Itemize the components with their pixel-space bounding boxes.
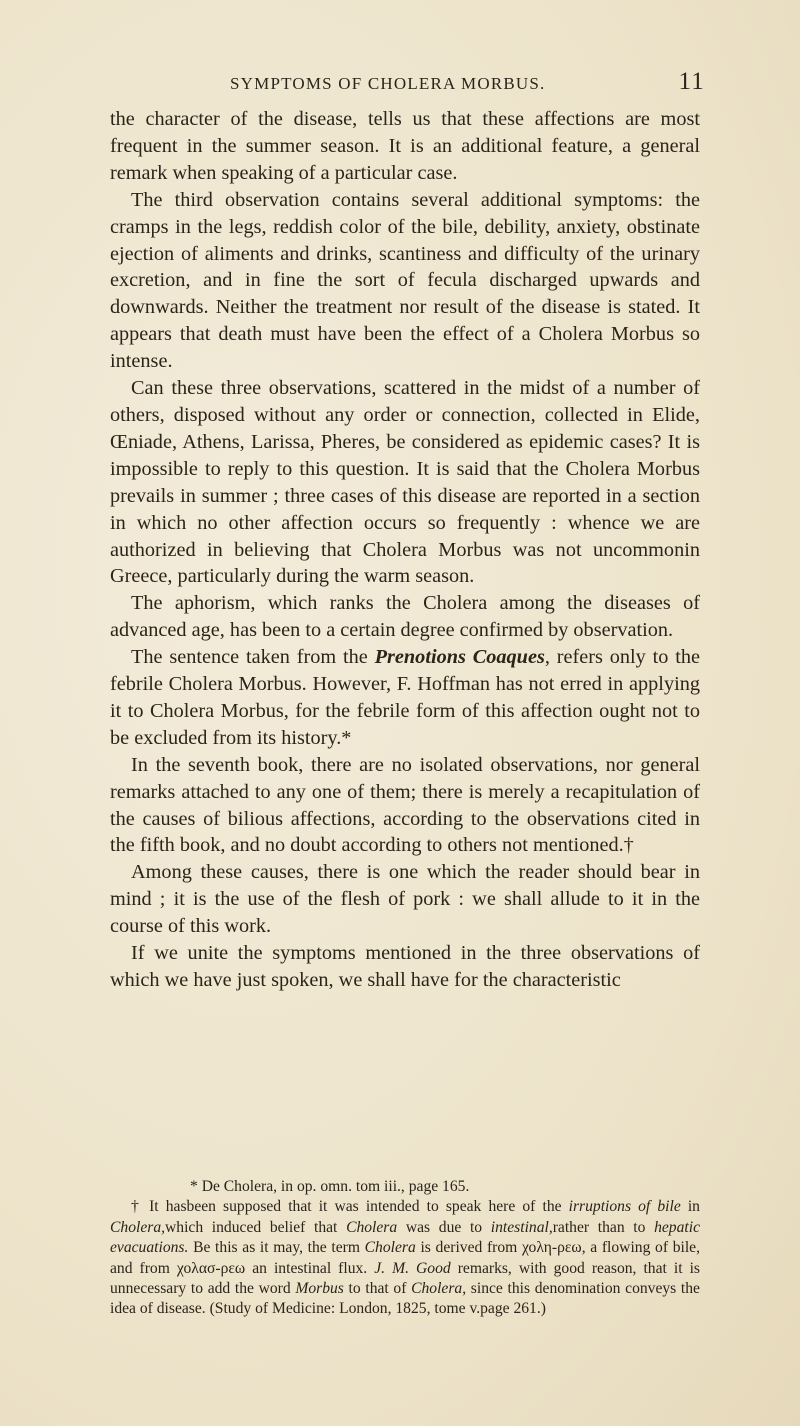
footnote-2-text: , since this denomination conveys the idea of disease. (Study of Medicine: London, 1825, tome v.page 261.) (110, 1280, 700, 1318)
page-number: 11 (678, 68, 705, 95)
footnote-2-text: remarks, with good reason, that it is unnecessary to add the word (110, 1259, 700, 1298)
paragraph-5-text-a: The sentence taken from the (131, 646, 375, 669)
paragraph-1: the character of the disease, tells us that these affections are most frequent in the summer season. It is an additional feature, a general remark when speaking of a particular case. (110, 108, 700, 184)
footnote-2-italic: Cholera (411, 1280, 463, 1298)
footnote-1: * De Cholera, in op. omn. tom iii., page 165. (190, 1178, 470, 1195)
paragraph-5 (110, 644, 700, 752)
footnote-2-text: † It hasbeen supposed that it was intended to speak here of the (131, 1198, 569, 1216)
paragraph-2: The third observation contains several additional symptoms: the cramps in the legs, reddish color of the bile, debility, anxiety, obstinate ejection of aliments and drinks, scantiness and difficulty of the urinary excretion, and in fine the sort of fecula discharged upwards and downwards. Neither the treatment nor result of the disease is stated. It appears that death must have been the effect of a Cholera Morbus so intense. (110, 188, 700, 373)
footnote-2-text: rather than to (552, 1218, 655, 1236)
footnote-2-text: was due to (397, 1218, 491, 1236)
paragraph-5-text-b: , refers only to the febrile Cholera Morbus. However, F. Hoffman has not erred in applying it to Cholera Morbus, for the febrile form of this affection ought not to be excluded from its history.* (110, 646, 701, 749)
footnote-2-italic: J. M. Good (374, 1259, 451, 1277)
footnotes (110, 1177, 700, 1320)
running-title: SYMPTOMS OF CHOLERA MORBUS. (230, 74, 546, 93)
footnote-2-text: which induced belief that (165, 1218, 347, 1236)
footnote-2-italic: Morbus (295, 1280, 344, 1298)
paragraph-4: The aphorism, which ranks the Cholera among the diseases of advanced age, has been to a certain degree confirmed by observation. (110, 592, 700, 642)
footnote-2-text: Be this as it may, the term (188, 1239, 365, 1257)
body-text (110, 106, 700, 994)
page-header (230, 68, 705, 102)
paragraph-8: If we unite the symptoms mentioned in the three observations of which we have just spoken, we shall have for the characteristic (110, 942, 700, 991)
footnote-2-italic: Cholera, (110, 1218, 166, 1236)
footnote-2-italic: Cholera (346, 1218, 398, 1236)
footnote-2 (110, 1197, 700, 1319)
footnote-2-text: in (680, 1198, 700, 1216)
footnote-2-italic: hepatic evacuations. (110, 1218, 700, 1257)
work-title: Prenotions Coaques (374, 646, 545, 669)
footnote-2-italic: irruptions of bile (568, 1198, 681, 1216)
paragraph-3: Can these three observations, scattered in the midst of a number of others, disposed without any order or connection, collected in Elide, Œniade, Athens, Larissa, Pheres, be considered as epidemic cases? It is impossible to reply to this question. It is said that the Cholera Morbus prevails in summer ; three cases of this disease are reported in a section in which no other affection occurs so frequently : whence we are authorized in believing that Cholera Morbus was not uncommonin Greece, particularly during the warm season. (110, 377, 700, 588)
footnote-2-italic: Cholera (364, 1239, 416, 1257)
paragraph-6: In the seventh book, there are no isolated observations, nor general remarks attached to any one of them; there is merely a recapitulation of the causes of bilious affections, according to the observations cited in the fifth book, and no doubt according to others not mentioned.† (110, 753, 700, 857)
footnote-2-italic: intestinal, (490, 1218, 553, 1236)
footnote-2-text: is derived from χολη-ρεω, a flowing of bile, and from χολασ-ρεω an intestinal flux. (110, 1239, 700, 1277)
paragraph-7: Among these causes, there is one which the reader should bear in mind ; it is the use of the flesh of pork : we shall allude to it in the course of this work. (110, 861, 700, 938)
footnote-2-text: to that of (343, 1280, 412, 1298)
